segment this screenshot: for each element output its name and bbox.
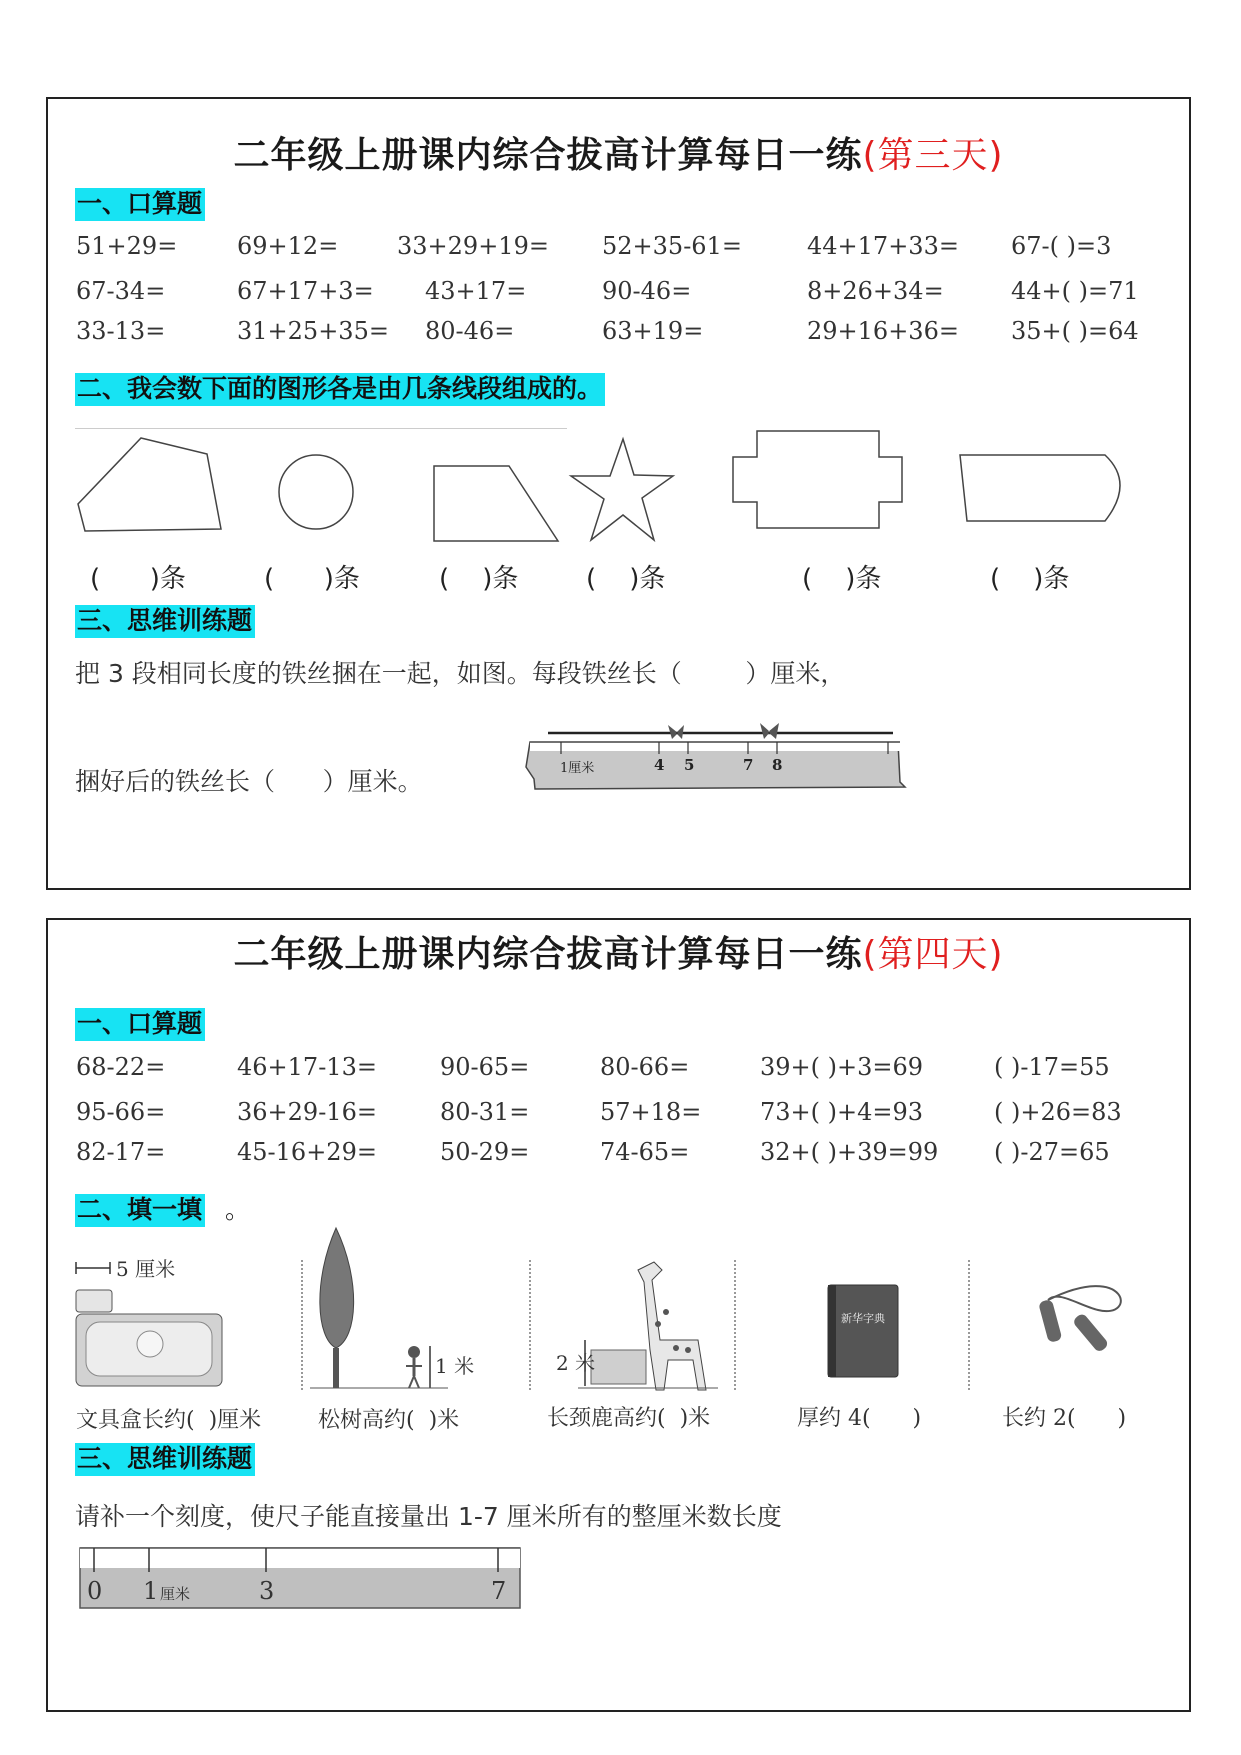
section-heading-count-segments: 二、我会数下面的图形各是由几条线段组成的。: [75, 373, 605, 406]
title-main: 二年级上册课内综合拔高计算每日一练: [233, 934, 863, 975]
ruler-label: 5: [684, 756, 695, 774]
problem: 82-17=: [76, 1138, 166, 1166]
problem: 43+17=: [425, 277, 527, 305]
dimension-label: 5 厘米: [116, 1257, 176, 1281]
problem: 31+25+35=: [237, 317, 389, 345]
question-text: 捆好后的铁丝长（ ）厘米。: [75, 767, 423, 796]
caption-blank[interactable]: 松树高约( )米: [318, 1408, 460, 1433]
problem: 67-34=: [76, 277, 166, 305]
caption-blank[interactable]: 长颈鹿高约( )米: [547, 1406, 711, 1431]
title-main: 二年级上册课内综合拔高计算每日一练: [233, 135, 863, 176]
problem: 8+26+34=: [807, 277, 944, 305]
problem: 80-66=: [600, 1053, 690, 1081]
problem: 46+17-13=: [237, 1053, 377, 1081]
problem: 90-65=: [440, 1053, 530, 1081]
problem: 44+17+33=: [807, 232, 959, 260]
ruler-label: 1: [143, 1577, 159, 1605]
ruler-label: 1厘米: [560, 761, 595, 776]
ruler-label: 4: [654, 756, 665, 774]
problem: 45-16+29=: [237, 1138, 377, 1166]
section-heading-tail: 。: [225, 1195, 251, 1224]
problem: 35+( )=64: [1011, 317, 1139, 345]
ruler-figure: [48, 920, 1189, 1710]
problem: 63+19=: [602, 317, 704, 345]
problem: 80-31=: [440, 1098, 530, 1126]
worksheet-day3: [46, 97, 1191, 890]
problem: 29+16+36=: [807, 317, 959, 345]
section-heading-fill: 二、填一填: [75, 1194, 205, 1227]
title-day: (第四天): [862, 934, 1004, 975]
wire-ruler-figure: [48, 99, 1189, 888]
problem: 67+17+3=: [237, 277, 374, 305]
problem: 32+( )+39=99: [760, 1138, 939, 1166]
ruler-label: 3: [259, 1577, 275, 1605]
caption-blank[interactable]: 文具盒长约( )厘米: [76, 1408, 262, 1433]
dimension-label: 1 米: [435, 1354, 475, 1378]
problem: 68-22=: [76, 1053, 166, 1081]
problem: 74-65=: [600, 1138, 690, 1166]
ruler-label: 7: [743, 756, 754, 774]
section-heading-thinking: 三、思维训练题: [75, 1443, 255, 1476]
ruler-label: 0: [87, 1577, 103, 1605]
problem: 44+( )=71: [1011, 277, 1139, 305]
ruler-label: 8: [772, 756, 783, 774]
question-text: 请补一个刻度，使尺子能直接量出 1-7 厘米所有的整厘米数长度: [75, 1502, 782, 1531]
book-title: 新华字典: [841, 1312, 885, 1325]
answer-blank[interactable]: ( )条: [264, 564, 360, 594]
problem: 90-46=: [602, 277, 692, 305]
problem: 52+35-61=: [602, 232, 742, 260]
problem: 69+12=: [237, 232, 339, 260]
problem: ( )-17=55: [994, 1053, 1110, 1081]
answer-blank[interactable]: ( )条: [802, 564, 882, 594]
worksheet-day4: [46, 918, 1191, 1712]
caption-blank[interactable]: 厚约 4( ): [797, 1406, 922, 1431]
ruler-label: 7: [491, 1577, 507, 1605]
problem: 57+18=: [600, 1098, 702, 1126]
ruler-unit: 厘米: [160, 1585, 191, 1603]
caption-blank[interactable]: 长约 2( ): [1002, 1406, 1127, 1431]
dimension-label: 2 米: [556, 1351, 596, 1375]
answer-blank[interactable]: ( )条: [586, 564, 666, 594]
question-text: 把 3 段相同长度的铁丝捆在一起，如图。每段铁丝长（ ）厘米，: [75, 659, 846, 688]
problem: 80-46=: [425, 317, 515, 345]
problem: 95-66=: [76, 1098, 166, 1126]
problem: 33-13=: [76, 317, 166, 345]
title-day: (第三天): [862, 135, 1004, 176]
problem: 33+29+19=: [397, 232, 549, 260]
problem: 39+( )+3=69: [760, 1053, 924, 1081]
section-heading-oral: 一、口算题: [75, 1008, 205, 1041]
problem: ( )-27=65: [994, 1138, 1110, 1166]
problem: 67-( )=3: [1011, 232, 1112, 260]
problem: 36+29-16=: [237, 1098, 377, 1126]
problem: 51+29=: [76, 232, 178, 260]
section-heading-oral: 一、口算题: [75, 188, 205, 221]
answer-blank[interactable]: ( )条: [90, 564, 186, 594]
problem: ( )+26=83: [994, 1098, 1122, 1126]
section-heading-thinking: 三、思维训练题: [75, 605, 255, 638]
problem: 50-29=: [440, 1138, 530, 1166]
answer-blank[interactable]: ( )条: [439, 564, 519, 594]
answer-blank[interactable]: ( )条: [990, 564, 1070, 594]
problem: 73+( )+4=93: [760, 1098, 924, 1126]
